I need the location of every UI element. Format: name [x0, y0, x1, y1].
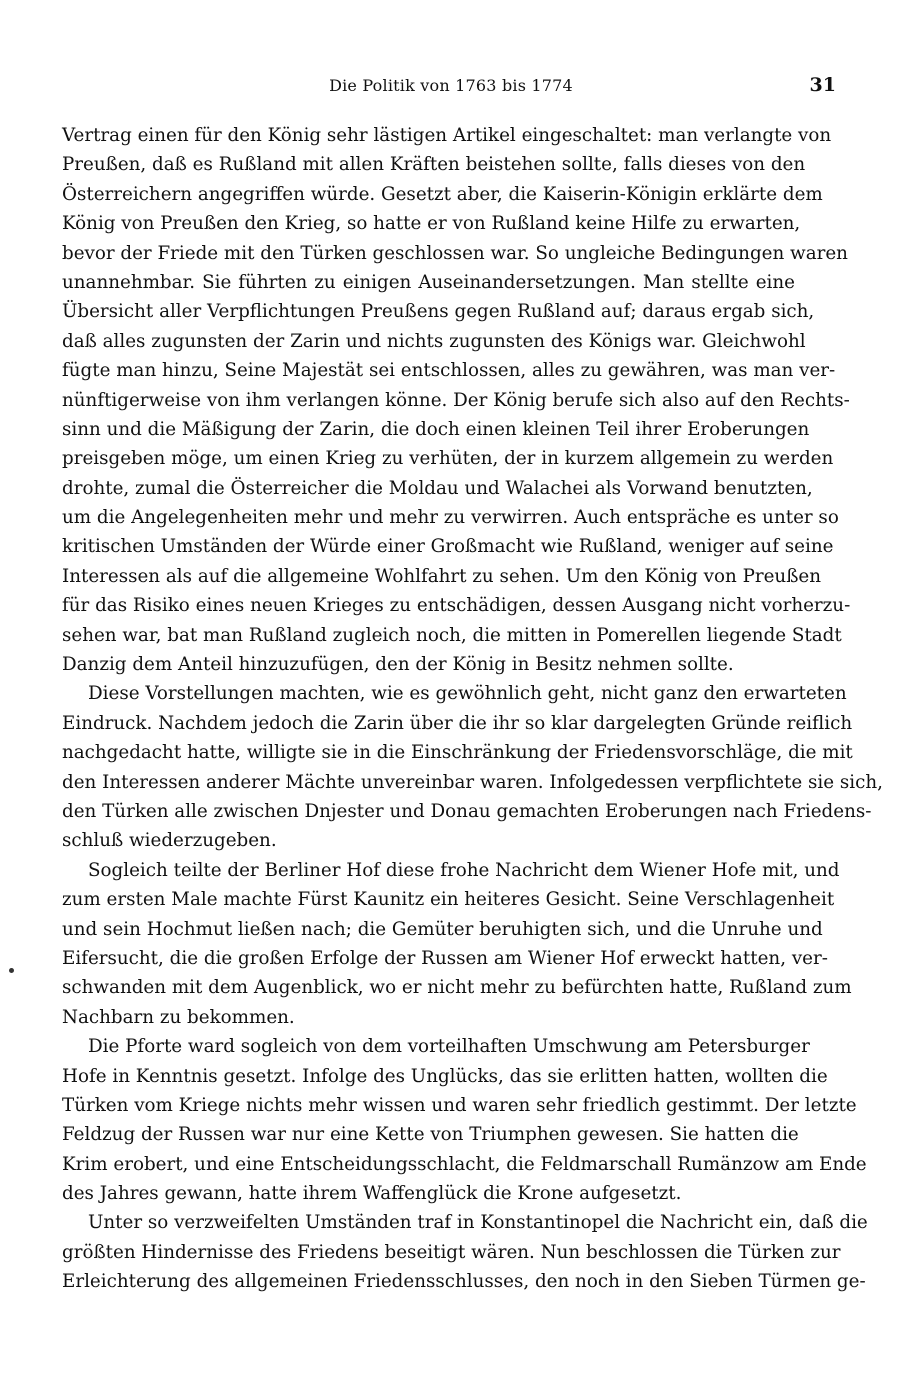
text-line: Preußen, daß es Rußland mit allen Kräften beistehen sollte, falls dieses von den: [62, 154, 806, 176]
text-line: bevor der Friede mit den Türken geschlossen war. So ungleiche Bedingungen waren: [62, 242, 848, 264]
text-line: daß alles zugunsten der Zarin und nichts zugunsten des Königs war. Gleichwohl: [62, 330, 806, 352]
paragraph: [62, 121, 851, 679]
body-text: [62, 121, 883, 1297]
paragraph: [62, 1032, 867, 1208]
text-line: Hofe in Kenntnis gesetzt. Infolge des Unglücks, das sie erlitten hatten, wollten die: [62, 1065, 828, 1087]
text-line: schluß wiederzugeben.: [62, 830, 277, 852]
text-line: schwanden mit dem Augenblick, wo er nicht mehr zu befürchten hatte, Rußland zum: [62, 977, 852, 999]
text-line: Sogleich teilte der Berliner Hof diese frohe Nachricht dem Wiener Hofe mit, und: [88, 859, 840, 881]
text-line: sinn und die Mäßigung der Zarin, die doch einen kleinen Teil ihrer Eroberungen: [62, 418, 810, 440]
text-line: für das Risiko eines neuen Krieges zu entschädigen, dessen Ausgang nicht vorherzu-: [62, 595, 851, 617]
text-line: Interessen als auf die allgemeine Wohlfahrt zu sehen. Um den König von Preußen: [62, 565, 822, 587]
page-number: 31: [809, 74, 836, 96]
margin-mark: [9, 968, 14, 973]
running-head: [62, 72, 840, 102]
text-line: und sein Hochmut ließen nach; die Gemüter beruhigten sich, und die Unruhe und: [62, 918, 823, 940]
paragraph: [62, 679, 883, 855]
text-line: Feldzug der Russen war nur eine Kette von Triumphen gewesen. Sie hatten die: [62, 1124, 799, 1146]
text-line: Danzig dem Anteil hinzuzufügen, den der König in Besitz nehmen sollte.: [62, 654, 734, 676]
text-line: größten Hindernisse des Friedens beseitigt wären. Nun beschlossen die Türken zur: [62, 1241, 841, 1263]
text-line: den Türken alle zwischen Dnjester und Donau gemachten Eroberungen nach Friedens-: [62, 800, 872, 822]
text-line: preisgeben möge, um einen Krieg zu verhüten, der in kurzem allgemein zu werden: [62, 448, 834, 470]
paragraph: [62, 1208, 868, 1296]
text-line: Eifersucht, die die großen Erfolge der Russen am Wiener Hof erweckt hatten, ver-: [62, 947, 828, 969]
text-line: des Jahres gewann, hatte ihrem Waffenglück die Krone aufgesetzt.: [62, 1183, 682, 1205]
text-line: nachgedacht hatte, willigte sie in die Einschränkung der Friedensvorschläge, die mit: [62, 742, 853, 764]
text-line: kritischen Umständen der Würde einer Großmacht wie Rußland, weniger auf seine: [62, 536, 834, 558]
text-line: nünftigerweise von ihm verlangen könne. Der König berufe sich also auf den Rechts-: [62, 389, 850, 411]
text-line: den Interessen anderer Mächte unvereinbar waren. Infolgedessen verpflichtete sie sich,: [62, 771, 883, 793]
text-line: sehen war, bat man Rußland zugleich noch, die mitten in Pomerellen liegende Stadt: [62, 624, 842, 646]
text-line: um die Angelegenheiten mehr und mehr zu verwirren. Auch entspräche es unter so: [62, 507, 839, 529]
text-line: Erleichterung des allgemeinen Friedensschlusses, den noch in den Sieben Türmen ge-: [62, 1271, 866, 1293]
text-line: Die Pforte ward sogleich von dem vorteilhaften Umschwung am Petersburger: [88, 1036, 810, 1058]
text-line: drohte, zumal die Österreicher die Moldau und Walachei als Vorwand benutzten,: [62, 477, 813, 499]
paragraph: [62, 856, 852, 1032]
text-line: Krim erobert, und eine Entscheidungsschlacht, die Feldmarschall Rumänzow am Ende: [62, 1153, 867, 1175]
running-title: Die Politik von 1763 bis 1774: [329, 76, 573, 95]
text-line: Österreichern angegriffen würde. Gesetzt aber, die Kaiserin-Königin erklärte dem: [62, 183, 823, 205]
text-line: Nachbarn zu bekommen.: [62, 1006, 295, 1028]
text-line: zum ersten Male machte Fürst Kaunitz ein heiteres Gesicht. Seine Verschlagenheit: [62, 889, 835, 911]
text-line: Vertrag einen für den König sehr lästigen Artikel eingeschaltet: man verlangte von: [62, 125, 832, 146]
text-line: fügte man hinzu, Seine Majestät sei entschlossen, alles zu gewähren, was man ver-: [62, 360, 836, 382]
text-line: unannehmbar. Sie führten zu einigen Auseinandersetzungen. Man stellte eine: [62, 271, 795, 293]
text-line: Diese Vorstellungen machten, wie es gewöhnlich geht, nicht ganz den erwarteten: [88, 683, 847, 705]
text-line: Türken vom Kriege nichts mehr wissen und waren sehr friedlich gestimmt. Der letzte: [62, 1094, 857, 1116]
text-line: Eindruck. Nachdem jedoch die Zarin über die ihr so klar dargelegten Gründe reiflich: [62, 712, 853, 734]
text-line: Unter so verzweifelten Umständen traf in Konstantinopel die Nachricht ein, daß die: [88, 1212, 868, 1234]
text-line: König von Preußen den Krieg, so hatte er von Rußland keine Hilfe zu erwarten,: [62, 213, 801, 235]
text-line: Übersicht aller Verpflichtungen Preußens gegen Rußland auf; daraus ergab sich,: [62, 301, 815, 323]
